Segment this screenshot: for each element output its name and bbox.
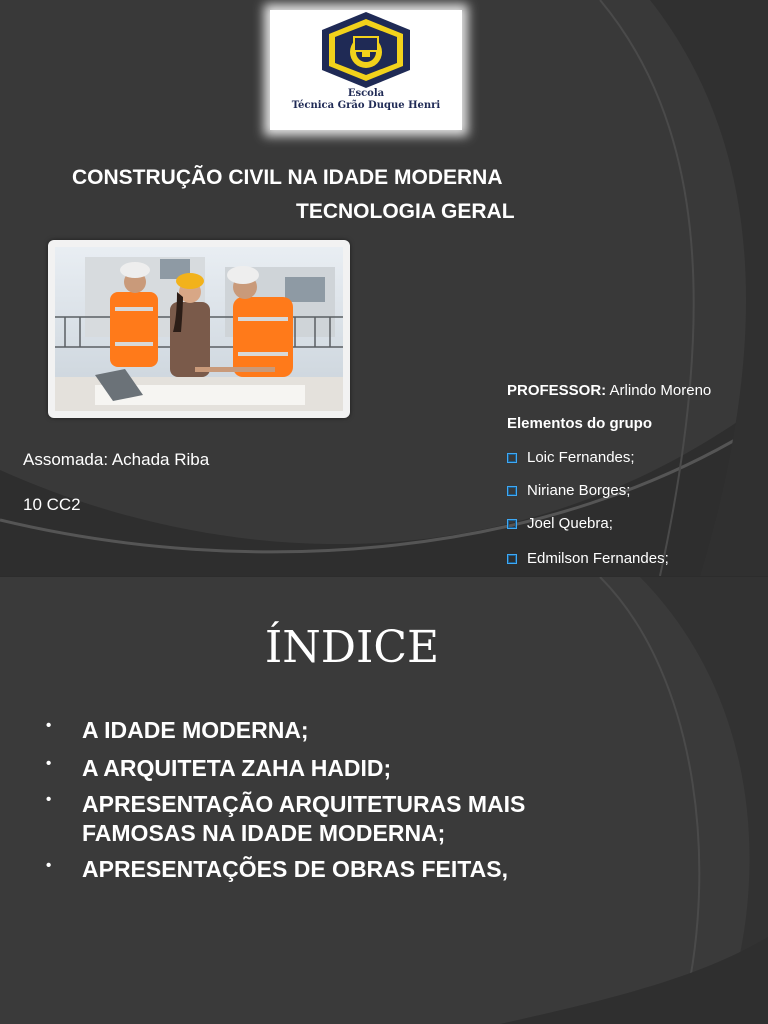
bullet-icon: • xyxy=(46,791,52,808)
index-item: A IDADE MODERNA; xyxy=(82,717,309,743)
slide-index xyxy=(0,577,768,1024)
logo-line-2: Técnica Grão Duque Henri xyxy=(291,100,441,111)
group-heading: Elementos do grupo xyxy=(507,415,653,432)
gear-emblem-icon xyxy=(270,10,462,90)
checkbox-bullet-icon xyxy=(507,453,517,463)
workers-image xyxy=(55,247,343,411)
member-item xyxy=(507,482,630,499)
index-item: APRESENTAÇÕES DE OBRAS FEITAS, xyxy=(82,856,508,882)
index-item: APRESENTAÇÃO ARQUITETURAS MAIS xyxy=(82,791,526,817)
member-item xyxy=(507,550,669,567)
professor-line xyxy=(507,382,711,399)
professor-label: PROFESSOR: xyxy=(507,382,607,399)
index-title: ÍNDICE xyxy=(264,622,440,673)
construction-workers-photo xyxy=(48,240,350,418)
member-name: Joel Quebra; xyxy=(527,515,613,532)
checkbox-bullet-icon xyxy=(507,554,517,564)
location-text: Assomada: Achada Riba xyxy=(23,450,210,469)
member-item xyxy=(507,515,613,532)
index-item: A ARQUITETA ZAHA HADID; xyxy=(82,755,392,781)
member-name: Loic Fernandes; xyxy=(527,449,635,466)
cover-subtitle: TECNOLOGIA GERAL xyxy=(296,200,515,223)
bullet-icon: • xyxy=(46,717,52,734)
member-name: Niriane Borges; xyxy=(527,482,631,499)
professor-name: Arlindo Moreno xyxy=(609,382,712,399)
bullet-icon: • xyxy=(46,857,52,874)
index-item-continued: FAMOSAS NA IDADE MODERNA; xyxy=(82,820,446,846)
checkbox-bullet-icon xyxy=(507,486,517,496)
cover-title: CONSTRUÇÃO CIVIL NA IDADE MODERNA xyxy=(72,166,503,189)
logo-line-1: Escola xyxy=(347,88,385,99)
checkbox-bullet-icon xyxy=(507,519,517,529)
bullet-icon: • xyxy=(46,755,52,772)
school-logo xyxy=(270,10,462,130)
member-item xyxy=(507,449,635,466)
class-code-text: 10 CC2 xyxy=(23,495,81,514)
member-name: Edmilson Fernandes; xyxy=(527,550,669,567)
